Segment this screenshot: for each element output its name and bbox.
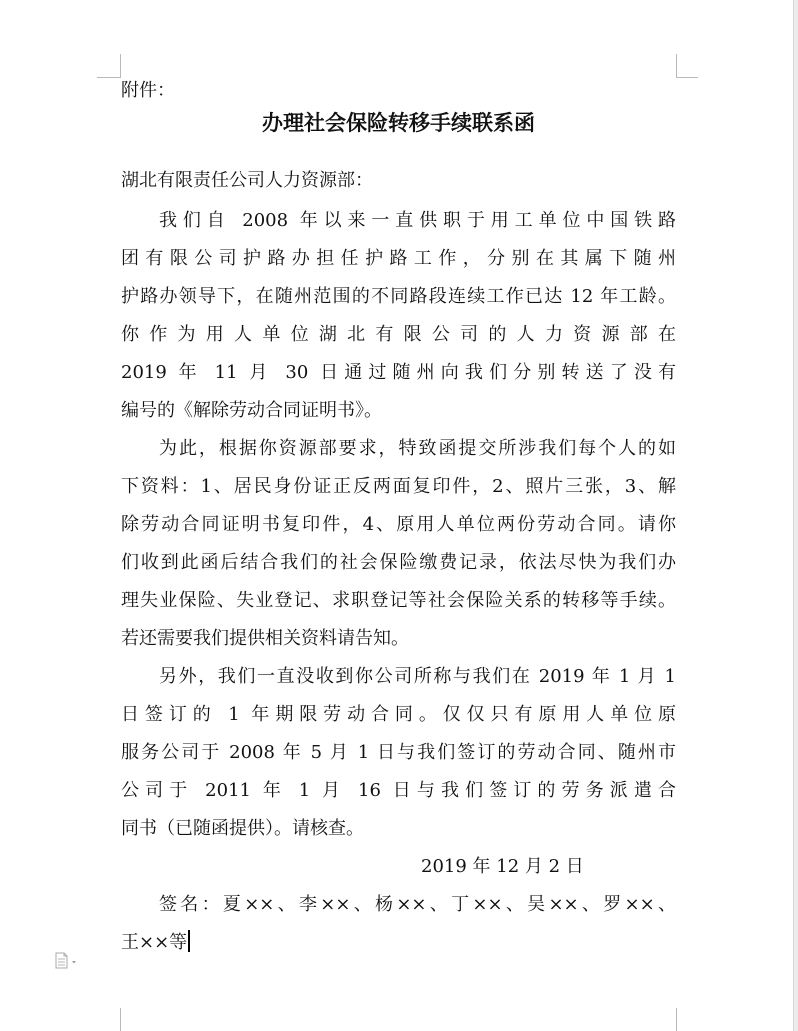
paragraph-1	[121, 202, 676, 430]
paragraph-2	[121, 430, 676, 658]
paragraph-line: 编号的《解除劳动合同证明书》。	[121, 400, 382, 421]
signature-block	[121, 886, 676, 962]
letter-date: 2019 年 12 月 2 日	[421, 856, 584, 877]
document-icon-glyph	[54, 952, 80, 970]
paragraph-line: 我们自 2008 年以来一直供职于用工单位中国铁路	[159, 210, 676, 231]
paragraph-line: 公司于 2011 年 1 月 16 日与我们签订的劳务派遣合	[121, 780, 676, 801]
paragraph-line: 团有限公司护路办担任护路工作，分别在其属下随州	[121, 248, 676, 269]
paragraph-line: 若还需要我们提供相关资料请告知。	[121, 628, 409, 649]
crop-mark-top-right-horizontal	[676, 77, 698, 78]
crop-mark-bottom-left	[120, 1008, 121, 1031]
document-body[interactable]	[121, 78, 676, 962]
attachment-label: 附件：	[121, 80, 175, 101]
signature-text: 王××等	[121, 932, 188, 953]
paragraph-line: 理失业保险、失业登记、求职登记等社会保险关系的转移等手续。	[121, 590, 676, 611]
crop-mark-top-left-vertical	[120, 54, 121, 78]
crop-mark-bottom-right	[676, 1008, 677, 1031]
paragraph-line: 下资料：1、居民身份证正反两面复印件，2、照片三张，3、解	[121, 476, 676, 497]
window-edge	[793, 0, 798, 1031]
paragraph-line: 你作为用人单位湖北有限公司的人力资源部在	[121, 324, 676, 345]
document-icon[interactable]	[54, 952, 80, 970]
paragraph-line: 另外，我们一直没收到你公司所称与我们在 2019 年 1 月 1	[159, 666, 676, 687]
paragraph-line: 为此，根据你资源部要求，特致函提交所涉我们每个人的如	[159, 438, 676, 459]
text-cursor	[188, 930, 190, 952]
crop-mark-top-left-horizontal	[97, 77, 121, 78]
document-title: 办理社会保险转移手续联系函	[262, 111, 535, 135]
salutation: 湖北有限责任公司人力资源部：	[121, 170, 373, 191]
signature-line-final[interactable]	[121, 924, 676, 962]
paragraph-line: 除劳动合同证明书复印件，4、原用人单位两份劳动合同。请你	[121, 514, 676, 535]
paragraph-line: 同书（已随函提供）。请核查。	[121, 818, 364, 839]
paragraph-line: 服务公司于 2008 年 5 月 1 日与我们签订的劳动合同、随州市	[121, 742, 676, 763]
crop-mark-top-right-vertical	[676, 54, 677, 78]
paragraph-line: 日签订的 1 年期限劳动合同。仅仅只有原用人单位原	[121, 704, 676, 725]
paragraph-line: 护路办领导下，在随州范围的不同路段连续工作已达 12 年工龄。	[121, 286, 676, 307]
signature-line: 签名：夏××、李××、杨××、丁××、吴××、罗××、	[159, 894, 676, 915]
paragraph-3	[121, 658, 676, 848]
paragraph-line: 2019 年 11 月 30 日通过随州向我们分别转送了没有	[121, 362, 676, 383]
paragraph-line: 们收到此函后结合我们的社会保险缴费记录，依法尽快为我们办	[121, 552, 676, 573]
